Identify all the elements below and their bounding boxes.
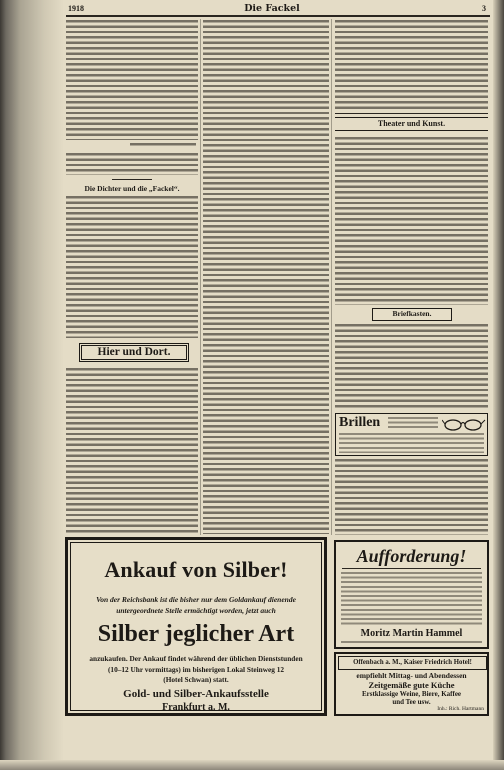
silver-ad-title: Ankauf von Silber! xyxy=(104,557,288,582)
ad-inner-frame xyxy=(70,542,322,711)
section-rule xyxy=(335,113,488,114)
author-signature-line xyxy=(130,143,196,147)
silver-ad-office: Gold- und Silber-Ankaufsstelle xyxy=(123,688,269,700)
article-text-block xyxy=(335,20,488,110)
page-edge-right xyxy=(493,0,504,770)
hotel-ad-line: und Tee usw. xyxy=(392,698,431,706)
ad-text-block xyxy=(388,417,438,428)
silver-ad-line: untergeordnete Stelle ermächtigt worden, jetzt auch xyxy=(116,606,276,615)
binding-shadow xyxy=(0,0,64,770)
header-year: 1918 xyxy=(68,4,84,13)
masthead-title: Die Fackel xyxy=(244,3,300,14)
section-rule xyxy=(112,179,152,180)
section-box-briefkasten xyxy=(372,308,452,321)
section-box-hier-und-dort xyxy=(79,343,189,362)
article-text-block xyxy=(66,153,198,175)
header-rule xyxy=(66,15,490,17)
article-text-block xyxy=(66,368,198,534)
article-text-block xyxy=(335,137,488,305)
silver-ad-line: (10–12 Uhr vormittags) im bisherigen Lokal Steinweg 12 xyxy=(108,665,284,674)
notice-ad-name: Moritz Martin Hammel xyxy=(360,628,463,639)
article-text-block xyxy=(66,196,198,338)
silver-ad-city: Frankfurt a. M. xyxy=(162,702,230,713)
column-divider xyxy=(331,19,332,535)
article-text-block xyxy=(335,459,488,535)
hotel-ad-line: Zeitgemäße gute Küche xyxy=(368,680,455,690)
column-divider xyxy=(200,19,201,535)
ad-text-block xyxy=(341,572,482,626)
notice-ad-title: Aufforderung! xyxy=(356,546,467,566)
section-heading-theater: Theater und Kunst. xyxy=(335,117,488,131)
silver-purchase-advertisement xyxy=(65,537,327,716)
hotel-ad-title: Offenbach a. M., Kaiser Friedrich Hotel! xyxy=(338,656,487,670)
section-box-title: Hier und Dort. xyxy=(97,346,171,358)
hotel-ad-owner: Inh.: Rich. Hartmann xyxy=(437,706,484,712)
silver-ad-headline: Silber jeglicher Art xyxy=(97,621,295,647)
notice-advertisement xyxy=(334,540,489,649)
silver-ad-line: anzukaufen. Der Ankauf findet während der üblichen Dienststunden xyxy=(89,654,303,663)
article-text-block xyxy=(66,20,198,140)
article-heading: Die Dichter und die „Fackel“. xyxy=(84,184,180,193)
spectacles-icon xyxy=(442,417,486,431)
glasses-advertisement xyxy=(335,413,488,456)
hotel-ad-line: empfiehlt Mittag- und Abendessen xyxy=(356,671,467,680)
page-edge-bottom xyxy=(0,760,504,770)
hotel-ad-line: Erstklassige Weine, Biere, Kaffee xyxy=(361,690,462,698)
section-box-title: Briefkasten. xyxy=(392,309,432,318)
silver-ad-line: Von der Reichsbank ist die bisher nur dem Goldankauf dienende xyxy=(96,595,296,604)
page-number: 3 xyxy=(482,4,486,13)
glasses-ad-title: Brillen xyxy=(339,415,381,430)
ad-text-block xyxy=(339,433,484,453)
hotel-advertisement xyxy=(334,652,489,716)
article-text-block xyxy=(335,324,488,410)
ad-rule xyxy=(342,568,481,569)
ad-text-block xyxy=(341,641,482,644)
silver-ad-line: (Hotel Schwan) statt. xyxy=(163,675,229,684)
article-text-block xyxy=(203,20,329,534)
